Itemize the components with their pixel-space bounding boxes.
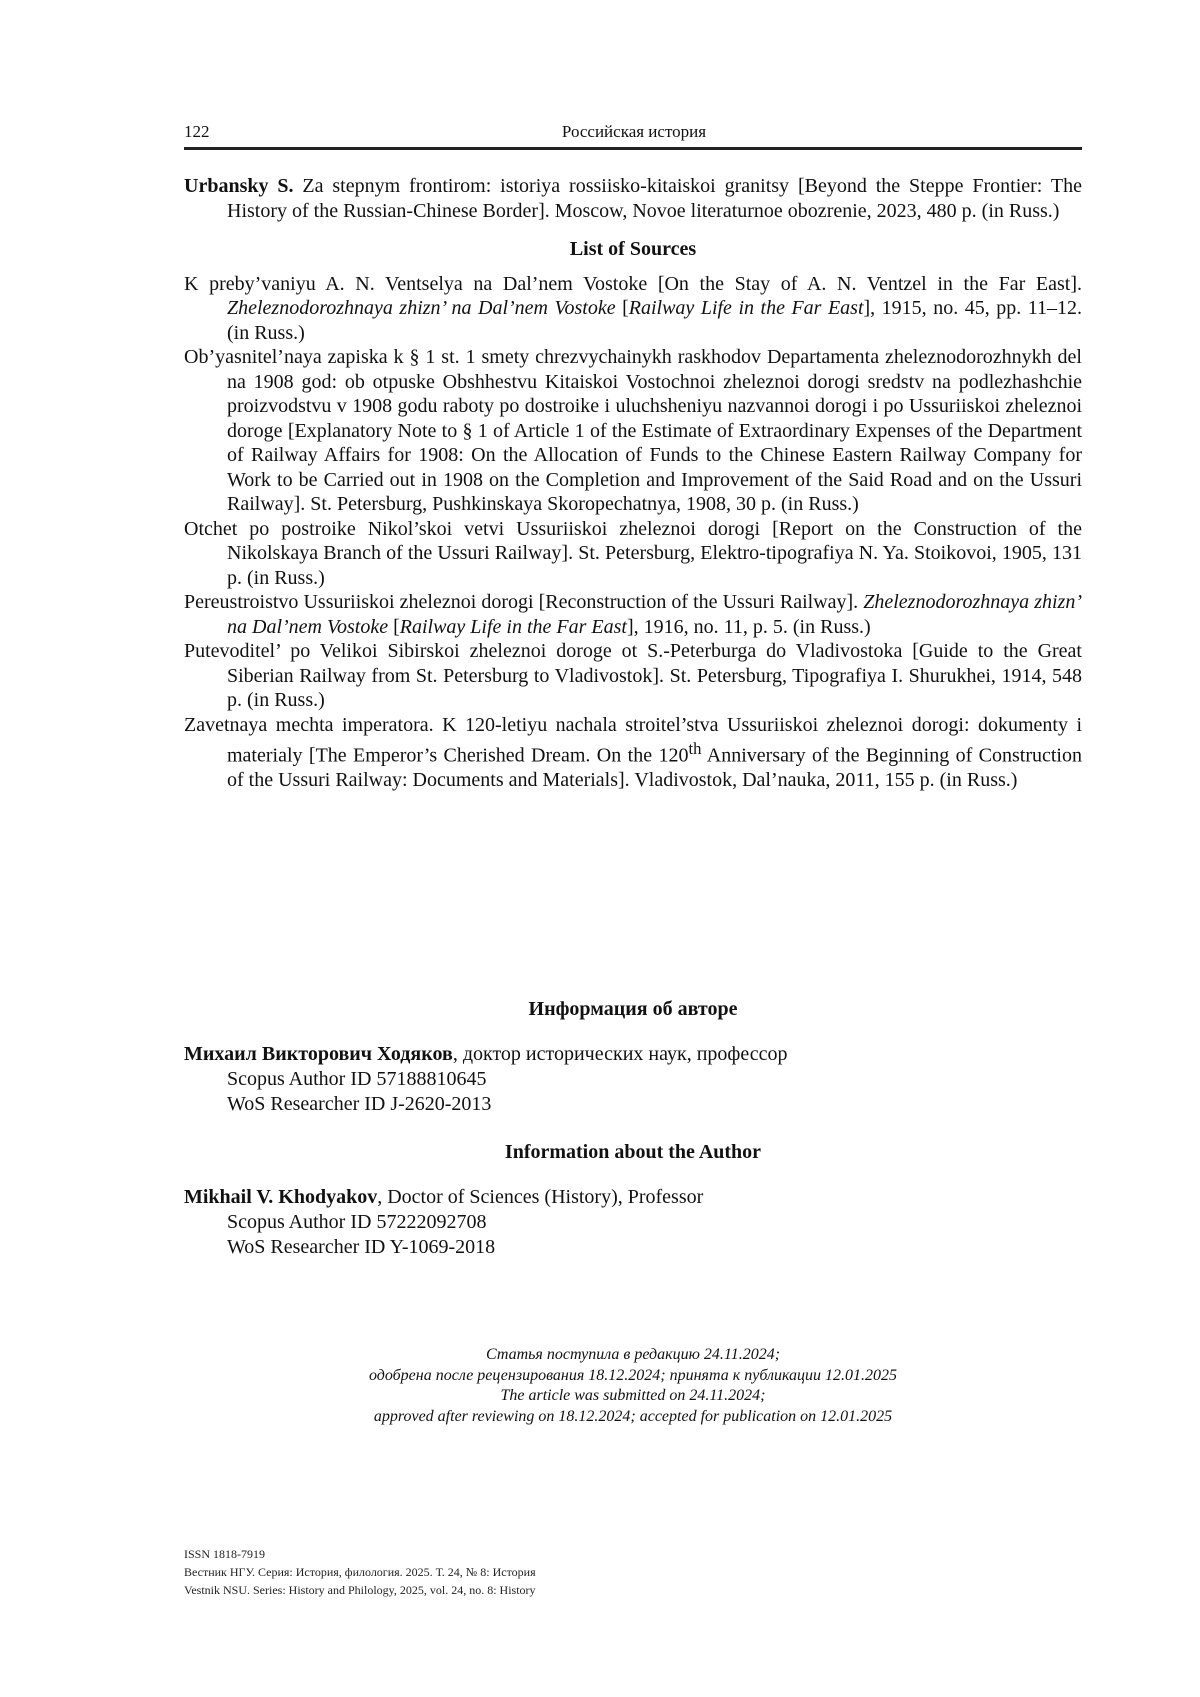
wos-id: WoS Researcher ID J-2620-2013: [184, 1092, 1082, 1117]
source-entry: [184, 272, 1082, 346]
dates-line: Статья поступила в редакцию 24.11.2024;: [184, 1345, 1082, 1366]
source-entry: [184, 517, 1082, 591]
main-content: [184, 174, 1082, 793]
author-info-en: [184, 1140, 1082, 1260]
source-entry: [184, 345, 1082, 517]
scopus-id: Scopus Author ID 57188810645: [184, 1067, 1082, 1092]
source-text: Anniversary of the Beginning of Construction of the Ussuri Railway: Documents and Materials]. Vladivostok, Dal’nauka, 2011, 155 p. (in Russ.): [227, 745, 1082, 792]
author-info-ru-title: Информация об авторе: [184, 997, 1082, 1022]
page-footer: [184, 1545, 536, 1599]
source-text: [: [388, 616, 400, 638]
author-info-ru: [184, 997, 1082, 1117]
reference-text: Za stepnym frontirom: istoriya rossiisko-kitaiskoi granitsy [Beyond the Steppe Frontier: The History of the Russian-Chinese Border]. Moscow, Novoe literaturnoe obozrenie, 2023, 480 p. (in Russ.): [227, 175, 1082, 222]
reference-author: Urbansky S.: [184, 175, 294, 197]
source-text: Putevoditel’ po Velikoi Sibirskoi zheleznoi doroge ot S.-Peterburga do Vladivostoka [Guide to the Great Siberian Railway from St. Petersburg to Vladivostok]. St. Petersburg, Tipografiya I. Shurukhei, 1914, 548 p. (in Russ.): [184, 640, 1082, 711]
author-name: Михаил Викторович Ходяков: [184, 1043, 453, 1065]
author-position: , доктор исторических наук, профессор: [453, 1043, 788, 1065]
page-number: 122: [184, 122, 210, 142]
source-entry: [184, 713, 1082, 793]
source-entry: [184, 590, 1082, 639]
sources-title: List of Sources: [184, 237, 1082, 262]
source-entry: [184, 639, 1082, 713]
source-text: Zavetnaya mechta imperatora. K 120-letiyu nachala stroitel’stva Ussuriiskoi zheleznoi dorogi: dokumenty i materialy [The Emperor’s Cherished Dream. On the 120: [184, 714, 1082, 767]
author-info-en-title: Information about the Author: [184, 1140, 1082, 1165]
source-text: ], 1915, no. 45, pp. 11–12. (in Russ.): [227, 297, 1082, 344]
document-page: [0, 0, 1200, 1697]
header-rule: [184, 147, 1082, 150]
source-journal-title: Zheleznodorozhnaya zhizn’ na Dal’nem Vostoke: [227, 591, 1082, 638]
running-header-section: Российская история: [184, 122, 1084, 142]
author-name: Mikhail V. Khodyakov: [184, 1186, 377, 1208]
reference-entry: [184, 174, 1082, 223]
author-position: , Doctor of Sciences (History), Professor: [377, 1186, 703, 1208]
source-journal-translation: Railway Life in the Far East: [400, 616, 627, 638]
footer-issn: ISSN 1818-7919: [184, 1545, 536, 1563]
source-text: K preby’vaniyu A. N. Ventselya na Dal’nem Vostoke [On the Stay of A. N. Ventzel in the Far East].: [184, 273, 1082, 295]
dates-line: approved after reviewing on 18.12.2024; accepted for publication on 12.01.2025: [184, 1407, 1082, 1428]
author-line: [184, 1042, 1082, 1067]
running-header: [184, 122, 1084, 146]
source-text: [: [616, 297, 629, 319]
dates-line: The article was submitted on 24.11.2024;: [184, 1386, 1082, 1407]
source-journal-translation: Railway Life in the Far East: [629, 297, 864, 319]
footer-journal-ru: Вестник НГУ. Серия: История, филология. 2025. Т. 24, № 8: История: [184, 1563, 536, 1581]
superscript: th: [688, 739, 701, 758]
source-text: Otchet po postroike Nikol’skoi vetvi Ussuriiskoi zheleznoi dorogi [Report on the Construction of the Nikolskaya Branch of the Ussuri Railway]. St. Petersburg, Elektro-tipografiya N. Ya. Stoikovoi, 1905, 131 p. (in Russ.): [184, 518, 1082, 589]
author-line: [184, 1185, 1082, 1210]
wos-id: WoS Researcher ID Y-1069-2018: [184, 1235, 1082, 1260]
source-text: Ob’yasnitel’naya zapiska k § 1 st. 1 smety chrezvychainykh raskhodov Departamenta zheleznodorozhnykh del na 1908 god: ob otpuske Obshhestvu Kitaiskoi Vostochnoi zheleznoi dorogi sredstv na podlezhashchie proizvodstvu v 1908 godu raboty po dostroike i uluchsheniyu nazvannoi dorogi i po Ussuriiskoi zheleznoi doroge [Explanatory Note to § 1 of Article 1 of the Estimate of Extraordinary Expenses of the Department of Railway Affairs for 1908: On the Allocation of Funds to the Chinese Eastern Railway Company for Work to be Carried out in 1908 on the Completion and Improvement of the Said Road and on the Ussuri Railway]. St. Petersburg, Pushkinskaya Skoropechatnya, 1908, 30 p. (in Russ.): [184, 346, 1082, 515]
submission-dates: [184, 1345, 1082, 1427]
source-text: Pereustroistvo Ussuriiskoi zheleznoi dorogi [Reconstruction of the Ussuri Railway].: [184, 591, 863, 613]
source-journal-title: Zheleznodorozhnaya zhizn’ na Dal’nem Vostoke: [227, 297, 616, 319]
dates-line: одобрена после рецензирования 18.12.2024; принята к публикации 12.01.2025: [184, 1366, 1082, 1387]
footer-journal-en: Vestnik NSU. Series: History and Philology, 2025, vol. 24, no. 8: History: [184, 1581, 536, 1599]
scopus-id: Scopus Author ID 57222092708: [184, 1210, 1082, 1235]
source-text: ], 1916, no. 11, p. 5. (in Russ.): [627, 616, 871, 638]
